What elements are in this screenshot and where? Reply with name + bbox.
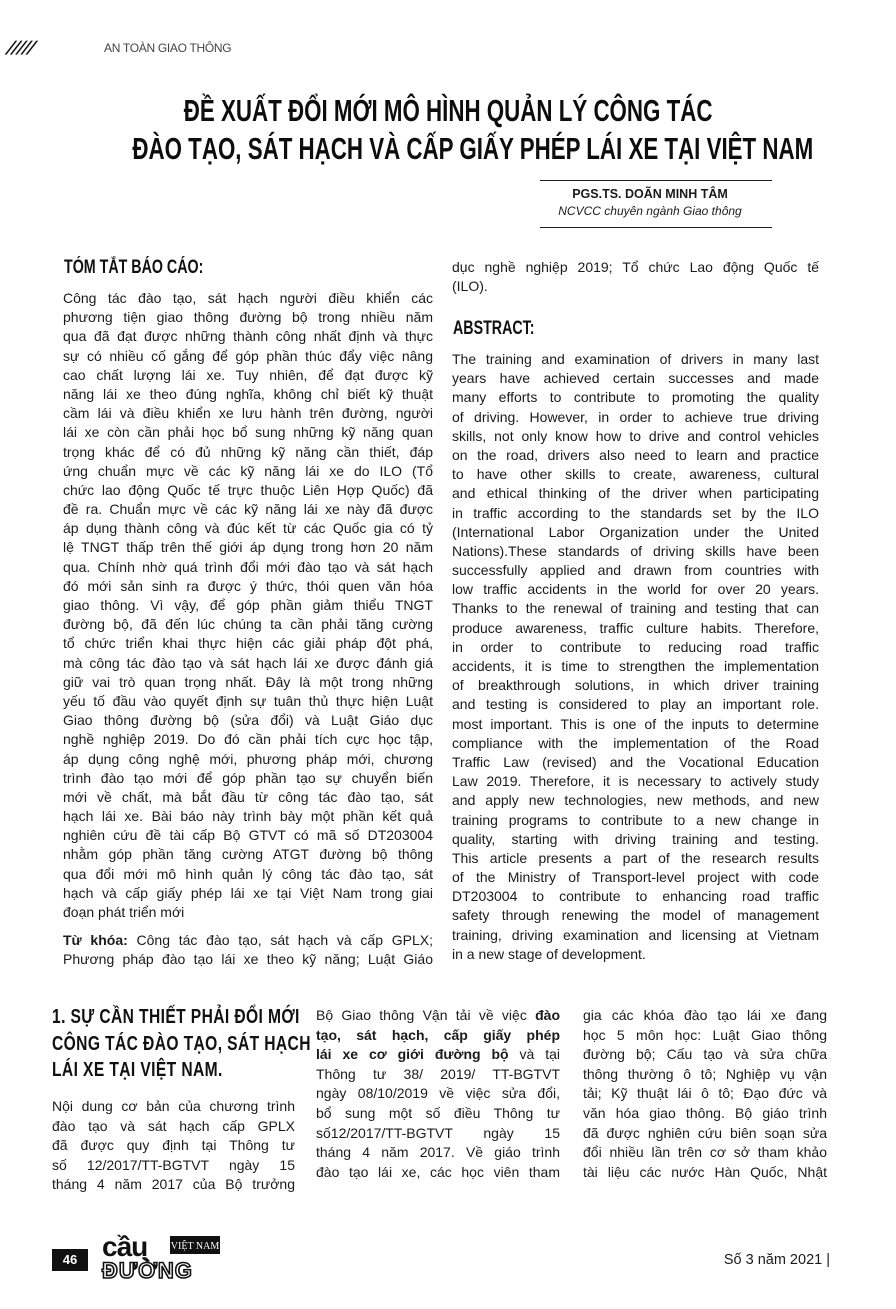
text-line: training programs to contribute to a new change in xyxy=(452,811,819,828)
magazine-logo xyxy=(100,1232,230,1280)
text-line: mà công tác đào tạo và sát hạch lái xe được đánh giá xyxy=(63,654,433,671)
text-line: Nội dung cơ bản của chương trình xyxy=(52,1098,295,1114)
text-line: of the Ministry of Transport-level project with code xyxy=(452,869,819,886)
svg-text:ĐƯỜNG: ĐƯỜNG xyxy=(102,1258,193,1280)
summary-heading-text: TÓM TẮT BÁO CÁO: xyxy=(64,257,204,278)
text-line: chức lao động Quốc tế trực thuộc Liên Hợp Quốc) đã xyxy=(63,481,433,498)
text-line: produce awareness, traffic culture habits. Therefore, xyxy=(452,619,819,636)
text-line: in order to contribute to reducing road traffic xyxy=(452,638,819,655)
text-line: Nations).These standards of driving skills have been xyxy=(452,542,819,559)
text-line: đổi nhiều lần trên cơ sở tham khảo xyxy=(583,1144,827,1161)
text-line: low traffic accidents in the world for over 20 years. xyxy=(452,581,819,598)
text-line: hạch và cấp giấy phép lái xe tại Việt Nam trong giai xyxy=(63,884,433,901)
text-line: Công tác đào tạo, sát hạch người điều khiển các xyxy=(63,290,433,306)
text-line: Traffic Law (revised) and the Vocational Education xyxy=(452,753,819,770)
text-line: yếu tố đầu vào quyết định sự tuân thủ thực hiện Luật xyxy=(63,692,433,709)
text-line: ứng chuẩn mực về các kỹ năng lái xe do ILO (Tổ xyxy=(63,462,433,479)
bold-text: lái xe cơ giới đường bộ xyxy=(316,1046,509,1063)
keywords-line-1 xyxy=(63,931,433,950)
text-line: dục nghề nghiệp 2019; Tổ chức Lao động Quốc tế xyxy=(452,259,819,275)
text-line: safety through renewing the model of management xyxy=(452,907,819,924)
text-line: đã được quy định tại Thông tư xyxy=(52,1137,295,1154)
svg-text:VIỆT NAM: VIỆT NAM xyxy=(170,1241,220,1252)
section-1-col-1 xyxy=(52,1097,295,1195)
text-line: Thanks to the renewal of training and testing that can xyxy=(452,600,819,617)
section-label: AN TOÀN GIAO THÔNG xyxy=(104,41,232,55)
text-line: Thông tư 38/ 2019/ TT-BGTVT xyxy=(316,1065,560,1082)
text-line: áp dụng thành công và đúc kết từ các Quốc gia có tỷ xyxy=(63,520,433,537)
text-line: đề ra. Chuẩn mực về các kỹ năng lái xe này đã được xyxy=(63,501,433,518)
text-line: DT203004 to contribute to enhancing road traffic xyxy=(452,888,819,905)
text-line: phương tiện giao thông đường bộ trong nhiều năm xyxy=(63,309,433,326)
text-line: thông thường ô tô; Nghiệp vụ vận xyxy=(583,1065,827,1082)
keywords-text-1: Công tác đào tạo, sát hạch và cấp GPLX; xyxy=(127,932,433,948)
text-line: văn hóa giao thông. Bộ giáo trình xyxy=(583,1104,827,1121)
text-line: qua đã đạt được những thành công nhất định và thực xyxy=(63,328,433,345)
text-line: đường bộ; Cấu tạo và sửa chữa xyxy=(583,1046,827,1063)
text-line: mới về chất, mà bắt đầu từ công tác đào tạo, sát xyxy=(63,788,433,805)
keywords xyxy=(63,931,433,969)
summary-heading xyxy=(64,257,250,279)
text-line: gia các khóa đào tạo lái xe đang xyxy=(583,1007,827,1023)
svg-text:cầu: cầu xyxy=(102,1232,148,1262)
text-line: cao chất lượng lái xe. Tuy nhiên, để đạt được kỹ xyxy=(63,366,433,383)
text-line: qua. Chính nhờ quá trình đổi mới đào tạo và sát hạch xyxy=(63,558,433,575)
text-line: đào tạo và sát hạch cấp GPLX xyxy=(52,1117,295,1134)
text-line: (International Labor Organization under the United xyxy=(452,523,819,540)
abstract-heading xyxy=(453,318,562,340)
text-line: nghiên cứu đề tài cấp Bộ GTVT có mã số DT203004 xyxy=(63,827,433,844)
text-line: and ethical thinking of the driver when participating xyxy=(452,485,819,502)
text-line xyxy=(316,1045,560,1065)
text-line: số12/2017/TT-BGTVT ngày 15 xyxy=(316,1124,560,1141)
section-1-heading-line: 1. SỰ CẦN THIẾT PHẢI ĐỔI MỚI xyxy=(52,1006,300,1028)
text-line: đoạn phát triển mới xyxy=(63,904,185,920)
text-line: đã được nghiên cứu biên soạn sửa xyxy=(583,1124,827,1141)
text-line: áp dụng công nghệ mới, phương pháp mới, chương xyxy=(63,750,433,767)
text-line: compliance with the implementation of the Road xyxy=(452,734,819,751)
bold-text: đào xyxy=(535,1007,560,1023)
abstract-body xyxy=(452,350,819,964)
keywords-label: Từ khóa: xyxy=(63,932,128,948)
text-line: This article presents a part of the research results xyxy=(452,849,819,866)
text-line: đào tạo lái xe, các học viên tham xyxy=(316,1163,560,1180)
text-line: tài liệu các nước Hàn Quốc, Nhật xyxy=(583,1163,827,1180)
text-line: giữ vai trò quan trọng nhất. Đây là một trong những xyxy=(63,673,433,690)
text-line: and testing is considered to play an important role. xyxy=(452,696,819,713)
text-line: nghề nghiệp 2019. Do đó cần phải tích cực học tập, xyxy=(63,731,433,748)
text-line: bổ sung một số điều Thông tư xyxy=(316,1104,560,1121)
text-line: tháng 4 năm 2017 của Bộ trưởng xyxy=(52,1176,295,1193)
text-line: on the road, drivers also need to learn and practice xyxy=(452,446,819,463)
text-line: and apply new technologies, new methods, and new xyxy=(452,792,819,809)
text-line: học 5 môn học: Luật Giao thông xyxy=(583,1026,827,1043)
text-line: lệ TNGT thấp trên thế giới áp dụng trong hơn 20 năm xyxy=(63,539,433,556)
text-line: trọng khác để có đủ những kỹ năng cần thiết, đáp xyxy=(63,443,433,460)
text-line: of driving. However, in order to achieve true driving xyxy=(452,408,819,425)
text-line: of breakthrough solutions, in which driver training xyxy=(452,677,819,694)
text-line: năng lái xe theo đúng nghĩa, không chỉ biết kỹ thuật xyxy=(63,385,433,402)
text-line: ngày 08/10/2019 về việc sửa đổi, xyxy=(316,1085,560,1102)
text-line: years have achieved certain successes and made xyxy=(452,370,819,387)
keywords-line-2: Phương pháp đào tạo lái xe theo kỹ năng; Luật Giáo xyxy=(63,951,433,968)
text-line: sự có nhiều cố gắng để góp phần thúc đẩy việc nâng xyxy=(63,347,433,364)
text-line: tải; Kỹ thuật lái ô tô; Đạo đức và xyxy=(583,1085,827,1102)
section-1-heading-line: LÁI XE TẠI VIỆT NAM. xyxy=(52,1059,223,1081)
issue-label: Số 3 năm 2021 | xyxy=(723,1252,830,1268)
title-text-2: ĐÀO TẠO, SÁT HẠCH VÀ CẤP GIẤY PHÉP LÁI XE TẠI VIỆT NAM xyxy=(132,131,814,166)
cau-duong-logo-icon xyxy=(100,1232,230,1280)
text: Bộ Giao thông Vận tải về việc xyxy=(316,1007,536,1023)
text-line: đó mới sản sinh ra được ý thức, thói quen văn hóa xyxy=(63,577,433,594)
text-line: trình đào tạo mới để góp phần tạo sự chuyển biến xyxy=(63,769,433,786)
text-line: in a new stage of development. xyxy=(452,945,646,962)
text-line: (ILO). xyxy=(452,278,488,295)
text-line: The training and examination of drivers in many last xyxy=(452,351,819,367)
author-rule-top xyxy=(540,180,772,181)
bold-text: tạo, sát hạch, cấp giấy phép xyxy=(316,1026,560,1043)
text-line: tổ chức triển khai thực hiện các giải pháp đột phá, xyxy=(63,635,433,652)
text-line: Giao thông đường bộ (sửa đổi) và Luật Giáo dục xyxy=(63,712,433,729)
text-line: lái xe còn cần phải học bổ sung những kỹ năng quan xyxy=(63,424,433,441)
text-line: to have other skills to create, awareness, cultural xyxy=(452,466,819,483)
text-line: accidents, it is time to strengthen the implementation xyxy=(452,658,819,674)
author-block xyxy=(530,187,770,218)
text-line: số 12/2017/TT-BGTVT ngày 15 xyxy=(52,1156,295,1173)
text-line: hạch lái xe. Bài báo này trình bày một phần kết quả xyxy=(63,808,433,825)
section-1-col-3 xyxy=(583,1006,827,1182)
section-1-heading xyxy=(52,1004,311,1084)
text-line: Law 2019. Therefore, it is necessary to actively study xyxy=(452,773,819,790)
text-line: qua đổi mới mô hình quản lý công tác đào tạo, sát xyxy=(63,865,433,882)
text-line: in traffic according to the standards set by the ILO xyxy=(452,504,819,521)
keywords-continued xyxy=(452,258,819,296)
text-line: nhằm góp phần tăng cường ATGT đường bộ thông xyxy=(63,846,433,863)
title-text-1: ĐỀ XUẤT ĐỔI MỚI MÔ HÌNH QUẢN LÝ CÔNG TÁC xyxy=(183,93,713,128)
text-line: training, driving examination and licensing at Vietnam xyxy=(452,926,819,943)
text: và tại xyxy=(508,1046,560,1063)
text-line: đường bộ, đã đến lúc chúng ta cần phải tăng cường xyxy=(63,616,433,633)
text-line: tháng 4 năm 2017. Về giáo trình xyxy=(316,1144,560,1161)
author-affiliation: NCVCC chuyên ngành Giao thông xyxy=(558,204,742,218)
section-marker-icon: ///// xyxy=(5,38,37,58)
section-1-heading-line: CÔNG TÁC ĐÀO TẠO, SÁT HẠCH xyxy=(52,1032,311,1055)
text-line: skills, not only know how to drive and control vehicles xyxy=(452,427,819,444)
author-name: PGS.TS. DOÃN MINH TÂM xyxy=(572,187,728,201)
text-line: quality, starting with driving training and testing. xyxy=(452,830,819,847)
text-line xyxy=(316,1006,560,1026)
text-line: most important. This is one of the inputs to determine xyxy=(452,715,819,732)
text-line: many efforts to contribute to promoting the quality xyxy=(452,389,819,406)
author-rule-bottom xyxy=(540,227,772,228)
abstract-heading-text: ABSTRACT: xyxy=(453,318,535,339)
article-title-line-2 xyxy=(0,130,896,168)
summary-body xyxy=(63,289,433,922)
text-line: cầm lái và điều khiển xe lưu hành trên đường, người xyxy=(63,405,433,422)
text-line: successfully applied and drawn from countries with xyxy=(452,562,819,579)
section-1-col-2 xyxy=(316,1006,560,1182)
page-number: 46 xyxy=(52,1249,88,1271)
text-line xyxy=(316,1026,560,1046)
text-line: giao thông. Vì vậy, để góp phần giảm thiểu TNGT xyxy=(63,597,433,613)
article-title-line-1 xyxy=(0,92,896,130)
